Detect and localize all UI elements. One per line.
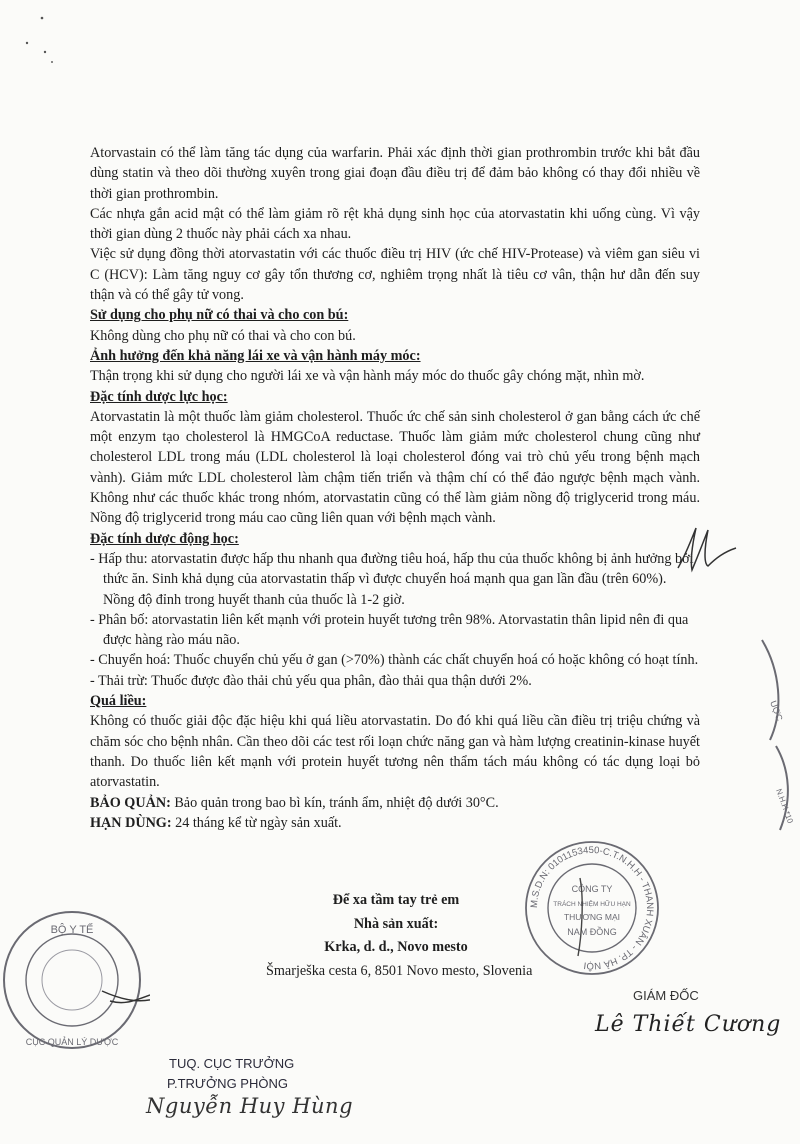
pk-metabolism: - Chuyển hoá: Thuốc chuyển chủ yếu ở gan (>70%) thành các chất chuyển hoá có hoặc không có hoạt tính. <box>90 652 699 669</box>
expiry-label: HẠN DÙNG: <box>90 814 172 831</box>
pregnancy-heading: Sử dụng cho phụ nữ có thai và cho con bú: <box>90 307 349 324</box>
driving-heading: Ảnh hưởng đến khả năng lái xe và vận hành máy móc: <box>90 347 421 364</box>
company-stamp-line2: TRÁCH NHIỆM HỮU HẠN <box>553 901 631 908</box>
driving-text: Thận trọng khi sử dụng cho người lái xe và vận hành máy móc do thuốc gây chóng mặt, nhìn mờ. <box>90 368 645 385</box>
overdose-heading: Quá liều: <box>90 693 147 710</box>
pregnancy-text: Không dùng cho phụ nữ có thai và cho con bú. <box>90 327 356 344</box>
storage-label: BẢO QUẢN: <box>90 794 171 811</box>
pk-absorption: - Hấp thu: atorvastatin được hấp thu nhanh qua đường tiêu hoá, hấp thu của thuốc không bị ảnh hưởng bởi thức ăn. Sinh khả dụng của atorvastatin thấp vì được chuyển hoá mạnh qua gan lần đầu (trên 60%). Nồng độ đỉnh trong huyết thanh của thuốc là 1-2 giờ. <box>90 550 694 608</box>
pharmacodynamics-heading: Đặc tính dược lực học: <box>90 388 228 405</box>
pharmacodynamics-text: Atorvastatin là một thuốc làm giảm cholesterol. Thuốc ức chế sản sinh cholesterol ở gan bằng cách ức chế một enzym tạo cholesterol là HMGCoA reductase. Thuốc làm giảm mức cholesterol chung cũng như cholesterol LDL trong máu (LDL cholesterol là loại cholesterol đóng vai trò chủ yếu trong bệnh mạch vành). Giảm mức LDL cholesterol làm chậm tiến triển và thậm chí có thể đảo ngược bệnh mạch vành. Không như các thuốc khác trong nhóm, atorvastatin cũng có thể làm giảm nồng độ triglycerid trong máu. Nồng độ triglycerid trong máu cao cũng liên quan với bệnh mạch vành. <box>90 408 700 527</box>
ministry-stamp-top: BỘ Y TẾ <box>50 924 94 936</box>
manufacturer-address: Šmarješka cesta 6, 8501 Novo mesto, Slovenia <box>266 962 533 979</box>
left-signatory-line2: P.TRƯỞNG PHÒNG <box>167 1076 288 1091</box>
pk-elimination: - Thải trừ: Thuốc được đào thải chủ yếu qua phân, đào thải qua thận dưới 2%. <box>90 672 532 689</box>
company-stamp-line3: THƯƠNG MẠI <box>563 912 621 922</box>
keep-away-text: Để xa tầm tay trẻ em <box>332 892 460 908</box>
left-signatory-line1: TUQ. CỤC TRƯỞNG <box>169 1056 295 1071</box>
director-title: GIÁM ĐỐC <box>633 988 699 1003</box>
storage-line <box>90 793 700 813</box>
expiry-line <box>90 813 700 833</box>
ministry-stamp <box>0 905 150 1055</box>
edge-stamp-marks <box>740 630 800 840</box>
initials-signature <box>672 520 742 580</box>
svg-text:N.H.H *10: N.H.H *10 <box>774 787 795 825</box>
left-signatory <box>140 1054 294 1094</box>
director-name: Lê Thiết Cương <box>595 1012 782 1037</box>
pharmacokinetics-heading: Đặc tính dược động học: <box>90 530 239 547</box>
left-signatory-name: Nguyễn Huy Hùng <box>146 1094 354 1118</box>
company-stamp-line4: NAM ĐỒNG <box>567 927 617 937</box>
ministry-stamp-bottom: CỤC QUẢN LÝ DƯỢC <box>25 1037 119 1047</box>
manufacturer-name: Krka, d. d., Novo mesto <box>324 939 468 955</box>
storage-text: Bảo quản trong bao bì kín, tránh ẩm, nhiệt độ dưới 30°C. <box>170 794 499 811</box>
overdose-text: Không có thuốc giải độc đặc hiệu khi quá liều atorvastatin. Do đó khi quá liều cần điều trị triệu chứng và chăm sóc cho bệnh nhân. Cần theo dõi các test rối loạn chức năng gan và hàm lượng creatinin-kinase huyết thanh. Do thuốc liên kết mạnh với protein huyết tương nên thẩm tách máu không có tác dụng loại bỏ atorvastatin. <box>90 713 700 791</box>
pk-distribution: - Phân bố: atorvastatin liên kết mạnh với protein huyết tương trên 98%. Atorvastatin thân lipid nên đi qua được hàng rào máu não. <box>90 611 689 649</box>
expiry-text: 24 tháng kể từ ngày sản xuất. <box>171 814 342 831</box>
manufacturer-label: Nhà sản xuất: <box>353 915 439 932</box>
svg-text:UỢC: UỢC <box>768 699 785 723</box>
interactions-hiv: Việc sử dụng đồng thời atorvastatin với các thuốc điều trị HIV (ức chế HIV-Protease) và viêm gan siêu vi C (HCV): Làm tăng nguy cơ gây tổn thương cơ, nghiêm trọng nhất là tiêu cơ vân, thận hư dẫn đến suy thận và có thể gây tử vong. <box>90 246 700 304</box>
leaflet-body <box>90 143 700 833</box>
interactions-resin: Các nhựa gắn acid mật có thể làm giảm rõ rệt khả dụng sinh học của atorvastatin khi uống cùng. Vì vậy thời gian dùng 2 thuốc này phải cách xa nhau. <box>90 205 700 243</box>
company-stamp-line1: CÔNG TY <box>571 884 613 894</box>
interactions-warfarin: Atorvastain có thể làm tăng tác dụng của warfarin. Phải xác định thời gian prothrombin trước khi bắt đầu dùng statin và theo dõi thường xuyên trong giai đoạn đầu điều trị để đảm bảo không có thay đổi nhiều về thời gian prothrombin. <box>90 145 700 202</box>
company-stamp <box>522 838 662 978</box>
scan-specks <box>20 10 70 70</box>
company-stamp-ring-text: M.S.D.N: 0101153450-C.T.N.H.H - THANH XUÂN - TP. HÀ NỘI <box>528 844 656 972</box>
